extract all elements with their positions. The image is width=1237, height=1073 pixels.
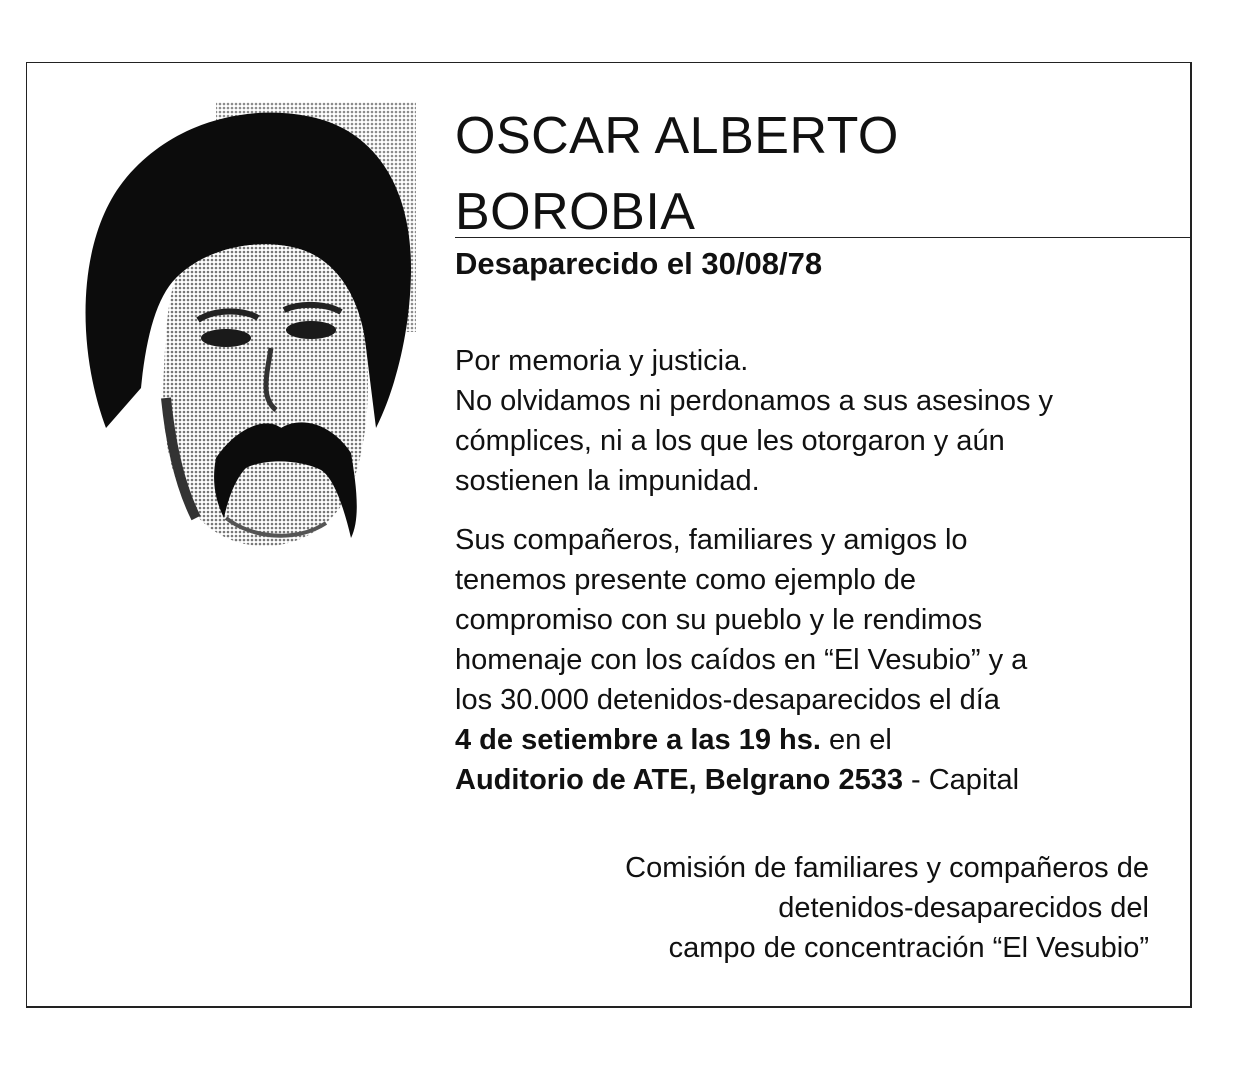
memorial-line: sostienen la impunidad. (455, 465, 760, 497)
homage-line: los 30.000 detenidos-desaparecidos el día (455, 684, 1000, 716)
homage-line: tenemos presente como ejemplo de (455, 564, 917, 596)
homage-statement (455, 520, 1027, 800)
memorial-line: cómplices, ni a los que les otorgaron y aún (455, 425, 1005, 457)
signature-line: detenidos-desaparecidos del (778, 892, 1149, 924)
event-date-line (455, 720, 1027, 760)
signature-line: Comisión de familiares y compañeros de (625, 852, 1149, 884)
person-name (455, 98, 899, 250)
signature-line: campo de concentración “El Vesubio” (668, 932, 1149, 964)
homage-line: homenaje con los caídos en “El Vesubio” y a (455, 644, 1028, 676)
portrait-photo (66, 98, 422, 553)
memorial-line: Por memoria y justicia. (455, 345, 749, 377)
event-place: Auditorio de ATE, Belgrano 2533 (455, 764, 903, 796)
event-date-suffix: en el (820, 724, 892, 756)
person-name-line2: BOROBIA (455, 183, 696, 241)
name-divider (455, 237, 1192, 238)
memorial-statement (455, 341, 1053, 501)
disappearance-date: Desaparecido el 30/08/78 (455, 246, 823, 281)
homage-line: compromiso con su pueblo y le rendimos (455, 604, 983, 636)
person-name-line1: OSCAR ALBERTO (455, 107, 899, 165)
event-date: 4 de setiembre a las 19 hs. (455, 724, 821, 756)
homage-line: Sus compañeros, familiares y amigos lo (455, 524, 968, 556)
event-place-line (455, 760, 1027, 800)
signature-block (625, 848, 1149, 968)
event-place-suffix: - Capital (902, 764, 1020, 796)
memorial-line: No olvidamos ni perdonamos a sus asesinos y (455, 385, 1054, 417)
